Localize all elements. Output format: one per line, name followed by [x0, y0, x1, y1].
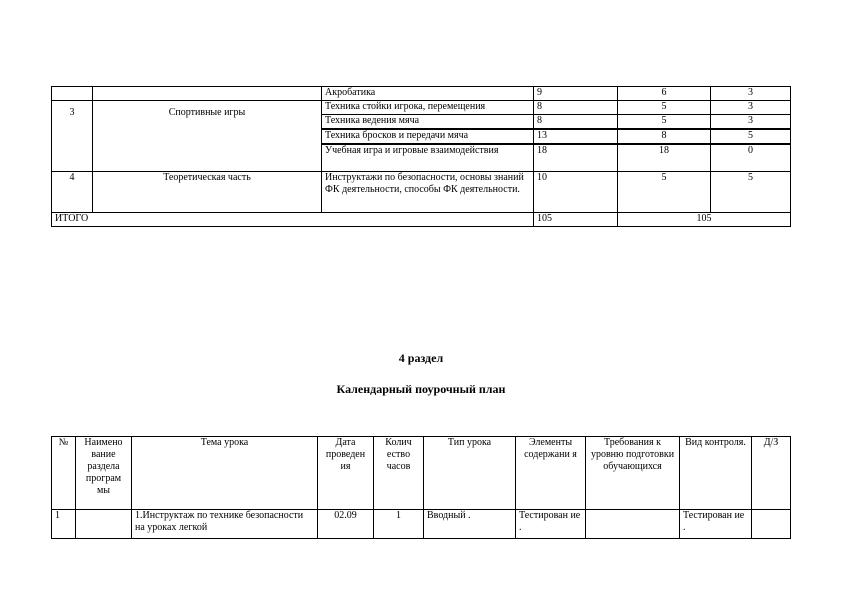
combined-total: 105: [618, 213, 791, 227]
plan-heading: Календарный поурочный план: [336, 382, 506, 396]
section-name: Теоретическая часть: [93, 172, 322, 213]
lesson-section: [76, 510, 132, 539]
topic-cell: Техника бросков и передачи мяча: [322, 129, 534, 144]
theory-hours: 5: [618, 172, 711, 213]
theory-hours: 6: [618, 87, 711, 101]
col-header-elements: Элементы содержани я: [516, 437, 586, 510]
total-label: ИТОГО: [52, 213, 534, 227]
lesson-hours: 1: [374, 510, 424, 539]
col-header-type: Тип урока: [424, 437, 516, 510]
practice-hours: 5: [711, 172, 791, 213]
section-name: Спортивные игры: [93, 101, 322, 172]
theory-hours: 18: [618, 144, 711, 172]
theory-hours: 5: [618, 101, 711, 115]
practice-hours: 3: [711, 101, 791, 115]
header-row: [52, 437, 791, 510]
total-hours: 8: [534, 101, 618, 115]
section-heading: 4 раздел: [398, 351, 444, 365]
total-hours: 105: [534, 213, 618, 227]
topic-cell: Техника стойки игрока, перемещения: [322, 101, 534, 115]
table-row: [52, 172, 791, 213]
topic-cell: Учебная игра и игровые взаимодействия: [322, 144, 534, 172]
practice-hours: 3: [711, 115, 791, 130]
table-row: [52, 101, 791, 115]
lesson-topic: 1.Инструктаж по технике безопасности на уроках легкой: [132, 510, 318, 539]
col-header-requirements: Требования к уровню подготовки обучающихся: [586, 437, 680, 510]
practice-hours: 3: [711, 87, 791, 101]
lesson-plan-table: [51, 436, 791, 539]
practice-hours: 5: [711, 129, 791, 144]
col-header-date: Дата проведен ия: [318, 437, 374, 510]
row-number: [52, 87, 93, 101]
practice-hours: 0: [711, 144, 791, 172]
total-hours: 18: [534, 144, 618, 172]
total-hours: 9: [534, 87, 618, 101]
section-name: [93, 87, 322, 101]
lesson-number: 1: [52, 510, 76, 539]
col-header-homework: Д/З: [752, 437, 791, 510]
theory-hours: 8: [618, 129, 711, 144]
col-header-control: Вид контроля.: [680, 437, 752, 510]
col-header-hours: Колич ество часов: [374, 437, 424, 510]
col-header-topic: Тема урока: [132, 437, 318, 510]
lesson-control: Тестирован ие .: [680, 510, 752, 539]
total-row: [52, 213, 791, 227]
col-header-number: №: [52, 437, 76, 510]
lesson-date: 02.09: [318, 510, 374, 539]
topic-cell: Техника ведения мяча: [322, 115, 534, 130]
lesson-elements: Тестирован ие .: [516, 510, 586, 539]
table-row: [52, 87, 791, 101]
lesson-requirements: [586, 510, 680, 539]
theory-hours: 5: [618, 115, 711, 130]
total-hours: 13: [534, 129, 618, 144]
total-hours: 8: [534, 115, 618, 130]
row-number: 4: [52, 172, 93, 213]
total-hours: 10: [534, 172, 618, 213]
topic-cell: Акробатика: [322, 87, 534, 101]
col-header-section: Наимено вание раздела програм мы: [76, 437, 132, 510]
row-number: 3: [52, 101, 93, 172]
table-row: [52, 510, 791, 539]
topic-cell: Инструктажи по безопасности, основы знаний ФК деятельности, способы ФК деятельности.: [322, 172, 534, 213]
summary-table: [51, 86, 791, 227]
lesson-type: Вводный .: [424, 510, 516, 539]
lesson-homework: [752, 510, 791, 539]
